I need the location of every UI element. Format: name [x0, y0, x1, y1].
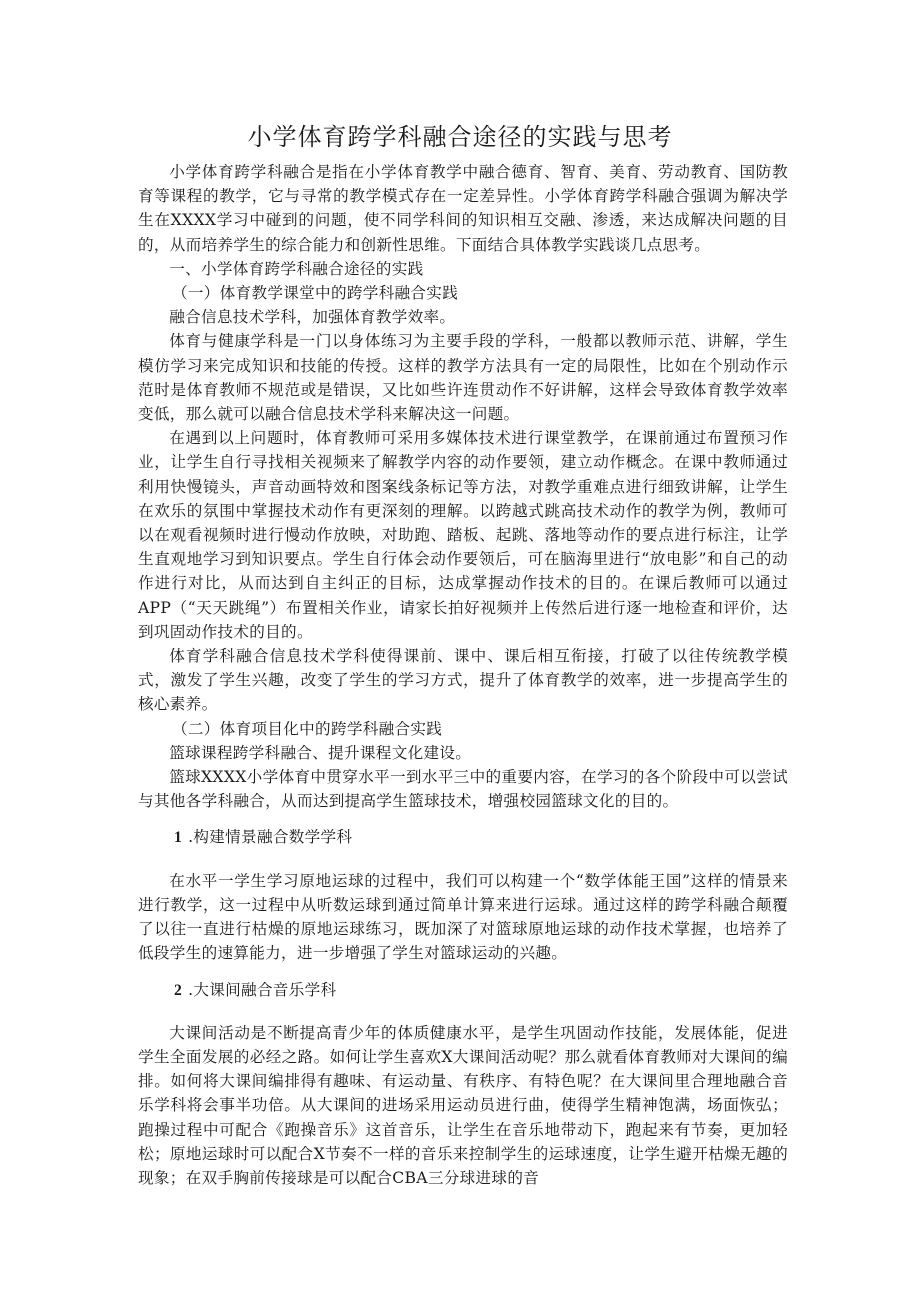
paragraph: 体育与健康学科是一门以身体练习为主要手段的学科，一般都以教师示范、讲解，学生模仿学习来完成知识和技能的传授。这样的教学方法具有一定的局限性，比如在个别动作示范时是体育教师不规范或是错误，又比如些许连贯动作不好讲解，这样会导致体育教学效率变低，那么就可以融合信息技术学科来解决这一问题。 — [138, 332, 788, 424]
subsection-heading-2: （二）体育项目化中的跨学科融合实践 — [172, 719, 443, 738]
paragraph: 在水平一学生学习原地运球的过程中，我们可以构建一个“数学体能王国”这样的情景来进行教学，这一过程中从听数运球到通过简单计算来进行运球。通过这样的跨学科融合颠覆了以往一直进行枯燥的原地运球练习，既加深了对篮球原地运球的动作技术掌握，也培养了低段学生的速算能力，进一步增强了学生对篮球运动的兴趣。 — [138, 871, 788, 963]
document-body — [138, 160, 788, 1190]
item-number: 2 — [174, 981, 183, 999]
numbered-heading-2 — [138, 978, 788, 1003]
intro-paragraph: 小学体育跨学科融合是指在小学体育教学中融合德育、智育、美育、劳动教育、国防教育等课程的教学，它与寻常的教学模式存在一定差异性。小学体育跨学科融合强调为解决学生在XXXX学习中碰到的问题，使不同学科间的知识相互交融、渗透，来达成解决问题的目的，从而培养学生的综合能力和创新性思维。下面结合具体教学实践谈几点思考。 — [138, 163, 788, 254]
subsection-heading-1: （一）体育教学课堂中的跨学科融合实践 — [172, 284, 459, 303]
numbered-heading-1 — [138, 825, 788, 850]
item-number: 1 — [174, 829, 183, 847]
subsection-lead-2: 篮球课程跨学科融合、提升课程文化建设。 — [169, 743, 472, 762]
paragraph: 在遇到以上问题时，体育教师可采用多媒体技术进行课堂教学，在课前通过布置预习作业，让学生自行寻找相关视频来了解教学内容的动作要领，建立动作概念。在课中教师通过利用快慢镜头，声音动画特效和图案线条标记等方法，对教学重难点进行细致讲解，让学生在欢乐的氛围中掌握技术动作有更深刻的理解。以跨越式跳高技术动作的教学为例，教师可以在观看视频时进行慢动作放映，对助跑、踏板、起跳、落地等动作的要点进行标注，让学生直观地学习到知识要点。学生自行体会动作要领后，可在脑海里进行“放电影”和自己的动作进行对比，从而达到自主纠正的目标，达成掌握动作技术的目的。在课后教师可以通过APP（“天天跳绳”）布置相关作业，请家长拍好视频并上传然后进行逐一地检查和评价，达到巩固动作技术的目的。 — [138, 429, 788, 641]
item-title: .大课间融合音乐学科 — [188, 980, 337, 999]
subsection-lead-1: 融合信息技术学科，加强体育教学效率。 — [169, 308, 456, 327]
section-heading-1: 一、小学体育跨学科融合途径的实践 — [169, 259, 424, 278]
paragraph: 体育学科融合信息技术学科使得课前、课中、课后相互衔接，打破了以往传统教学模式，激发了学生兴趣，改变了学生的学习方式，提升了体育教学的效率，进一步提高学生的核心素养。 — [138, 647, 788, 714]
paragraph: 大课间活动是不断提高青少年的体质健康水平，是学生巩固动作技能，发展体能，促进学生全面发展的必经之路。如何让学生喜欢X大课间活动呢？那么就看体育教师对大课间的编排。如何将大课间编排得有趣味、有运动量、有秩序、有特色呢？在大课间里合理地融合音乐学科将会事半功倍。从大课间的进场采用运动员进行曲，使得学生精神饱满，场面恢弘；跑操过程中可配合《跑操音乐》这首音乐，让学生在音乐地带动下，跑起来有节奏，更加轻松；原地运球时可以配合X节奏不一样的音乐来控制学生的运球速度，让学生避开枯燥无趣的现象；在双手胸前传接球是可以配合CBA三分球进球的音 — [138, 1023, 788, 1187]
paragraph: 篮球XXXX小学体育中贯穿水平一到水平三中的重要内容，在学习的各个阶段中可以尝试与其他各学科融合，从而达到提高学生篮球技术，增强校园篮球文化的目的。 — [138, 768, 788, 811]
document-title: 小学体育跨学科融合途径的实践与思考 — [247, 123, 673, 151]
item-title: .构建情景融合数学学科 — [188, 828, 353, 847]
